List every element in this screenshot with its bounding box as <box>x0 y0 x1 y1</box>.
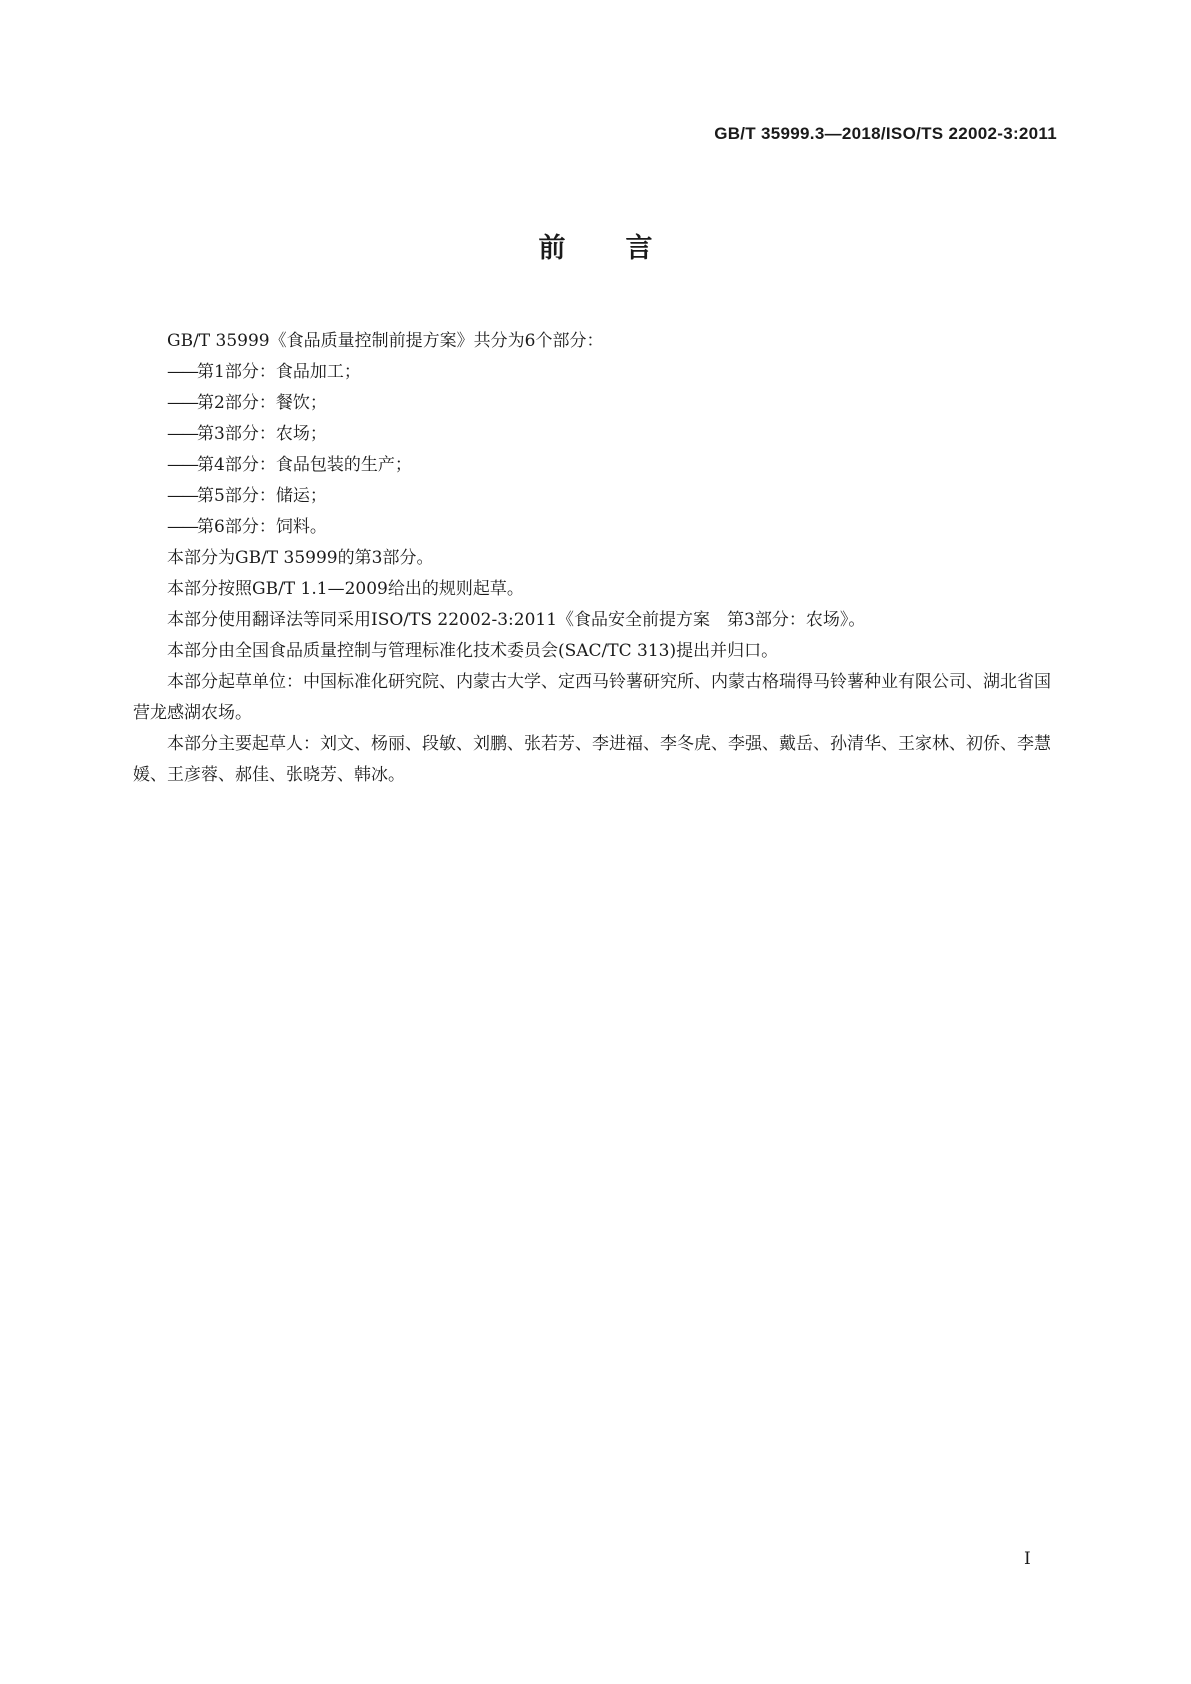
intro-paragraph: GB/T 35999《食品质量控制前提方案》共分为6个部分： <box>167 331 604 351</box>
paragraph-drafters: 本部分主要起草人：刘文、杨丽、段敏、刘鹏、张若芳、李进福、李冬虎、李强、戴岳、孙清华、王家林、初侨、李慧媛、王彦蓉、郝佳、张晓芳、韩冰。 <box>133 734 1051 785</box>
list-item <box>133 357 1063 388</box>
page-number: I <box>1024 1549 1031 1569</box>
standard-code-header: GB/T 35999.3—2018/ISO/TS 22002-3:2011 <box>714 124 1057 143</box>
list-item-text: 第6部分：饲料。 <box>197 517 327 537</box>
paragraph-drafting-rules: 本部分按照GB/T 1.1—2009给出的规则起草。 <box>167 579 524 599</box>
paragraph-drafting-units: 本部分起草单位：中国标准化研究院、内蒙古大学、定西马铃薯研究所、内蒙古格瑞得马铃薯种业有限公司、湖北省国营龙感湖农场。 <box>133 672 1051 723</box>
list-item-text: 第4部分：食品包装的生产； <box>197 455 412 475</box>
list-dash: —— <box>167 424 197 444</box>
list-item-text: 第1部分：食品加工； <box>197 362 361 382</box>
paragraph-adoption: 本部分使用翻译法等同采用ISO/TS 22002-3:2011《食品安全前提方案 第3部分：农场》。 <box>167 610 866 630</box>
foreword-body <box>133 326 1063 791</box>
parts-list <box>133 357 1063 543</box>
list-dash: —— <box>167 517 197 537</box>
page-title: 前言 <box>538 233 713 264</box>
list-dash: —— <box>167 362 197 382</box>
list-item <box>133 481 1063 512</box>
list-dash: —— <box>167 455 197 475</box>
list-item <box>133 388 1063 419</box>
list-item-text: 第2部分：餐饮； <box>197 393 327 413</box>
list-item <box>133 512 1063 543</box>
list-dash: —— <box>167 486 197 506</box>
list-item <box>133 419 1063 450</box>
list-item-text: 第5部分：储运； <box>197 486 327 506</box>
list-item-text: 第3部分：农场； <box>197 424 327 444</box>
list-item <box>133 450 1063 481</box>
list-dash: —— <box>167 393 197 413</box>
paragraph-proposer: 本部分由全国食品质量控制与管理标准化技术委员会(SAC/TC 313)提出并归口。 <box>167 641 779 661</box>
paragraph-part-number: 本部分为GB/T 35999的第3部分。 <box>167 548 434 568</box>
